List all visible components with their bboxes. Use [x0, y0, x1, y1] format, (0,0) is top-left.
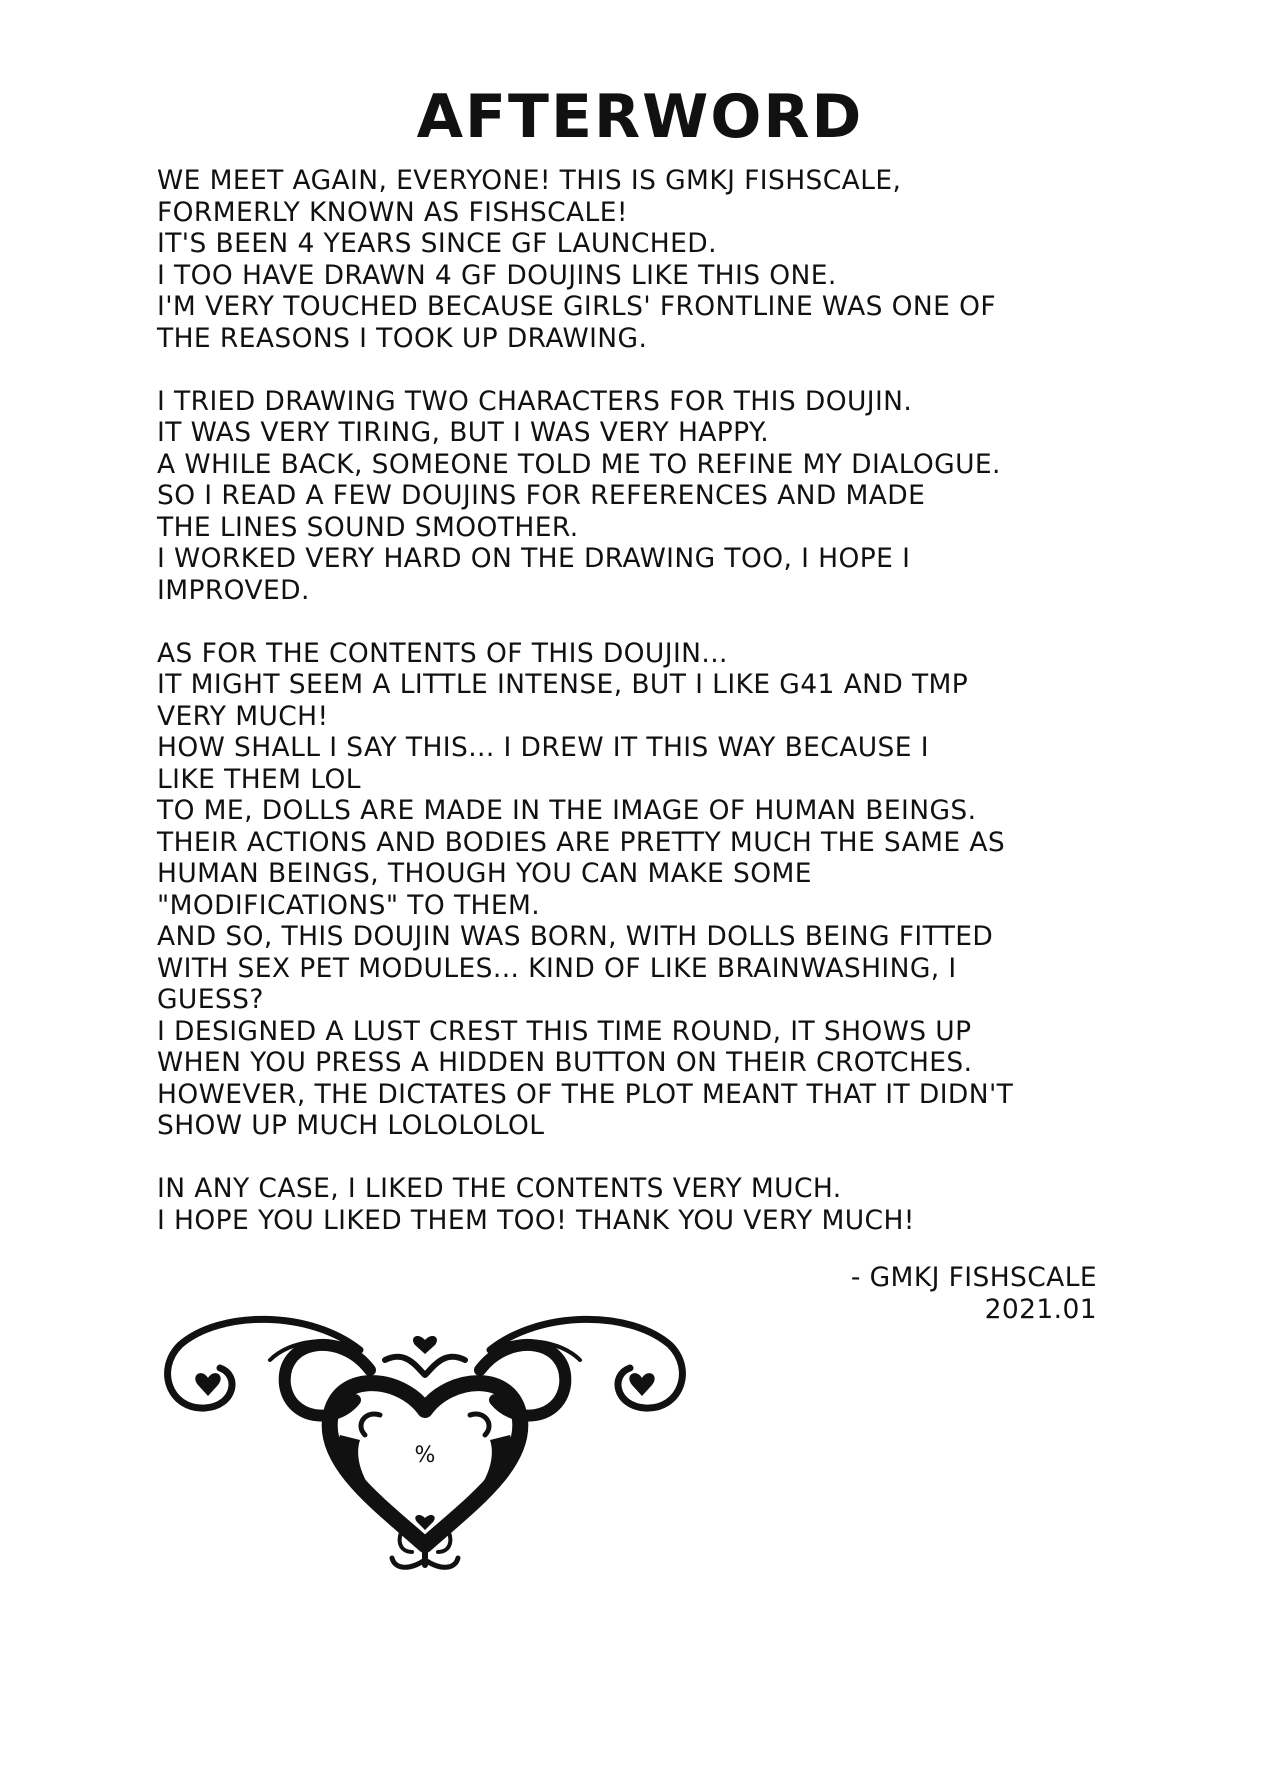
- text-line: THEIR ACTIONS AND BODIES ARE PRETTY MUCH THE SAME AS: [157, 826, 1006, 858]
- text-line: I TOO HAVE DRAWN 4 GF DOUJINS LIKE THIS ONE.: [157, 259, 837, 291]
- text-line: SHOW UP MUCH LOLOLOLOL: [157, 1110, 545, 1141]
- text-line: WHEN YOU PRESS A HIDDEN BUTTON ON THEIR CROTCHES.: [157, 1047, 973, 1078]
- afterword-body: [157, 165, 1097, 1236]
- text-line: SO I READ A FEW DOUJINS FOR REFERENCES AND MADE: [157, 480, 926, 511]
- text-line: THE REASONS I TOOK UP DRAWING.: [157, 322, 648, 354]
- text-line: IT'S BEEN 4 YEARS SINCE GF LAUNCHED.: [157, 228, 717, 259]
- text-line: HOWEVER, THE DICTATES OF THE PLOT MEANT THAT IT DIDN'T: [157, 1078, 1014, 1110]
- text-line: A WHILE BACK, SOMEONE TOLD ME TO REFINE MY DIALOGUE.: [157, 448, 1001, 480]
- text-line: IMPROVED.: [157, 574, 310, 606]
- paragraph-gap: [157, 354, 1097, 386]
- text-line: THE LINES SOUND SMOOTHER.: [157, 511, 579, 543]
- text-line: WITH SEX PET MODULES... KIND OF LIKE BRAINWASHING, I: [157, 952, 957, 984]
- text-line: IT WAS VERY TIRING, BUT I WAS VERY HAPPY.: [157, 417, 770, 448]
- text-line: AND SO, THIS DOUJIN WAS BORN, WITH DOLLS BEING FITTED: [157, 921, 994, 952]
- text-line: WE MEET AGAIN, EVERYONE! THIS IS GMKJ FISHSCALE,: [157, 165, 902, 196]
- text-line: IT MIGHT SEEM A LITTLE INTENSE, BUT I LIKE G41 AND TMP: [157, 669, 969, 700]
- signature-date: 2021.01: [984, 1293, 1097, 1325]
- text-line: GUESS?: [157, 984, 264, 1015]
- text-line: AS FOR THE CONTENTS OF THIS DOUJIN...: [157, 637, 728, 669]
- text-line: VERY MUCH!: [157, 700, 329, 732]
- text-line: I TRIED DRAWING TWO CHARACTERS FOR THIS DOUJIN.: [157, 385, 913, 417]
- text-line: I HOPE YOU LIKED THEM TOO! THANK YOU VERY MUCH!: [157, 1204, 915, 1236]
- signature-block: [851, 1262, 1097, 1325]
- paragraph-gap: [157, 606, 1097, 638]
- text-line: I WORKED VERY HARD ON THE DRAWING TOO, I HOPE I: [157, 543, 911, 574]
- text-line: I'M VERY TOUCHED BECAUSE GIRLS' FRONTLINE WAS ONE OF: [157, 291, 997, 322]
- text-line: TO ME, DOLLS ARE MADE IN THE IMAGE OF HUMAN BEINGS.: [157, 795, 977, 826]
- text-line: HOW SHALL I SAY THIS... I DREW IT THIS WAY BECAUSE I: [157, 732, 929, 763]
- text-line: LIKE THEM LOL: [157, 763, 361, 795]
- text-line: IN ANY CASE, I LIKED THE CONTENTS VERY MUCH.: [157, 1173, 842, 1204]
- text-line: FORMERLY KNOWN AS FISHSCALE!: [157, 196, 628, 228]
- page-title: AFTERWORD: [416, 82, 864, 152]
- signature-name: - GMKJ FISHSCALE: [850, 1262, 1097, 1293]
- text-line: "MODIFICATIONS" TO THEM.: [157, 889, 541, 921]
- text-line: I DESIGNED A LUST CREST THIS TIME ROUND, IT SHOWS UP: [157, 1015, 972, 1047]
- lust-crest-ornament-icon: [160, 1290, 690, 1580]
- paragraph-gap: [157, 1142, 1097, 1174]
- text-line: HUMAN BEINGS, THOUGH YOU CAN MAKE SOME: [157, 858, 812, 889]
- ornament-center-glyph: %: [414, 1443, 436, 1468]
